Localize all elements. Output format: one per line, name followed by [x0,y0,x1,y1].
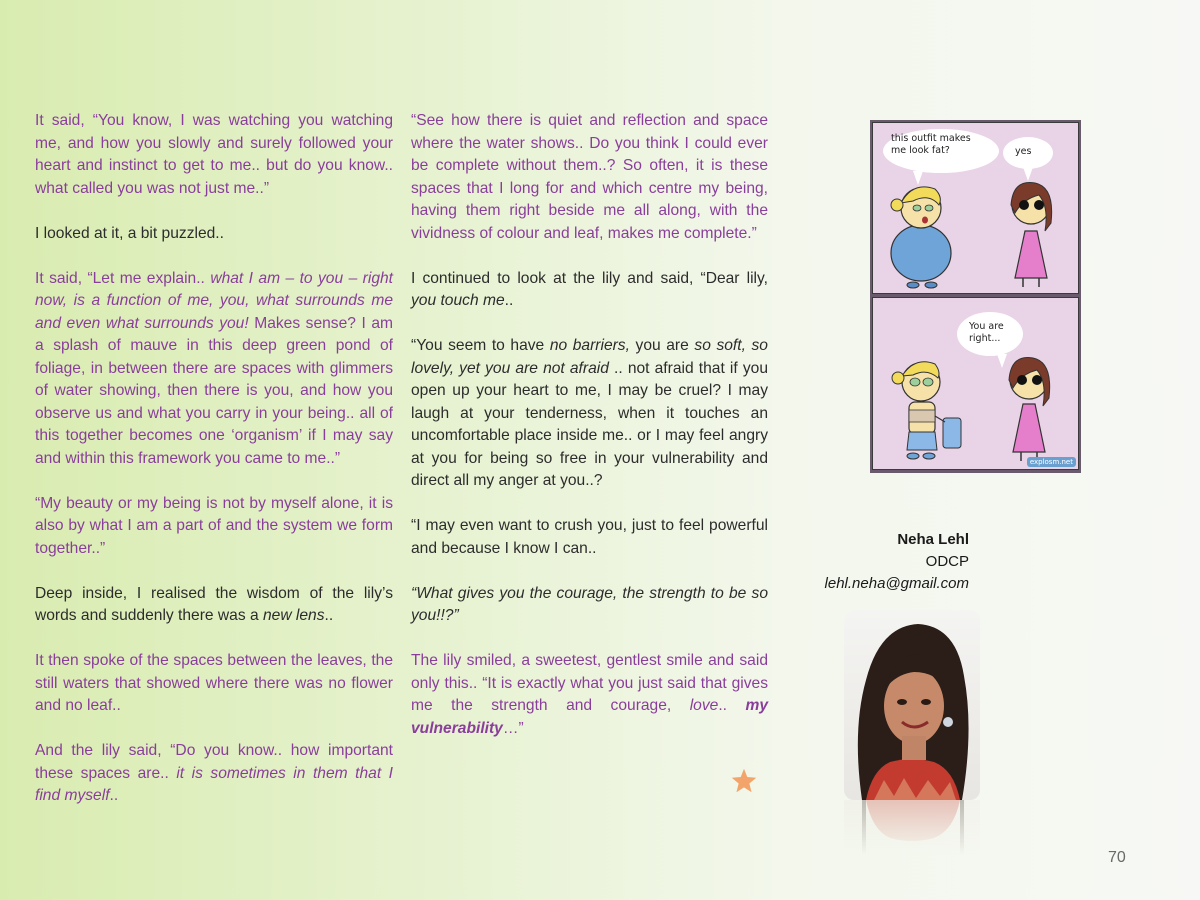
text-run: you touch me [411,292,505,309]
author-photo-reflection [844,800,980,855]
paragraph [411,650,768,740]
comic-strip [870,120,1081,473]
text-column-right [411,110,768,763]
comic-watermark: explosm.net [1027,457,1076,467]
text-run: .. [504,292,514,309]
text-run: “You seem to have [411,337,550,354]
text-run: I looked at it, a bit puzzled.. [35,224,224,242]
text-run: I continued to look at the lily and said, “Dear lily, [411,269,768,287]
text-run: .. [718,697,746,714]
text-run: my vulnerability [411,697,768,737]
text-run: And the lily said, “Do you know.. how important these spaces are.. [35,742,393,782]
paragraph [35,493,393,561]
paragraph [411,515,768,560]
text-run: no barriers, [549,337,630,354]
text-run: new lens [262,607,325,624]
paragraph [411,583,768,628]
bubble-tail [1023,167,1033,181]
text-run: “See how there is quiet and reflection and space where the water shows.. Do you think I could ever be complete without them..? So often, it is these spaces that I long for and which centre my being, having them right beside me all along, with the vividness of colour and leaf, makes me complete.” [411,112,768,242]
bubble-line: You are [969,321,1004,332]
bubble-tail [913,171,923,185]
text-run: It then spoke of the spaces between the leaves, the still waters that showed where there was no flower and no leaf.. [35,652,393,714]
bubble-tail [997,354,1007,368]
star-icon [730,767,758,795]
text-column-left [35,110,393,830]
comic-panel-1 [872,122,1079,294]
text-run: “I may even want to crush you, just to feel powerful and because I know I can.. [411,517,768,557]
author-affiliation: ODCP [925,553,969,570]
text-run: “What gives you the courage, the strength to be so you!!?” [411,584,768,624]
text-run: it is sometimes in them that I find myself [35,764,393,804]
bubble-line: this outfit makes [891,133,971,144]
text-run: Deep inside, I realised the wisdom of the lily’s words and suddenly there was a [35,584,393,624]
speech-bubble-left [883,129,999,173]
bubble-line: yes [1015,146,1032,157]
text-run: .. [324,607,334,624]
text-run: The lily smiled, a sweetest, gentlest smile and said only this.. “It is exactly what you just said that gives me the strength and courage, [411,652,768,714]
author-email[interactable]: lehl.neha@gmail.com [824,575,969,592]
paragraph [35,268,393,471]
reflection-image [844,800,980,855]
text-run: what I am – to you – right now, is a function of me, you, what surrounds me and even what surrounds you! [35,269,393,332]
text-run: you are [629,337,695,354]
author-photo [844,610,980,800]
author-photo-image [844,610,980,800]
text-run: love [689,697,719,714]
paragraph [411,268,768,313]
speech-bubble-right [1003,137,1053,169]
paragraph [411,110,768,245]
paragraph [35,110,393,200]
page-number: 70 [1108,849,1126,866]
paragraph [411,335,768,493]
author-name: Neha Lehl [897,531,969,548]
text-run: It said, “You know, I was watching you watching me, and how you slowly and surely followed your heart and instinct to get to me.. but do you know.. what called you was not just me..” [35,112,393,197]
text-run: Makes sense? I am a splash of mauve in this deep green pond of foliage, in between there are spaces with glimmers of water showing, then there is you, and how you observe us and what you carry in your being.. all of this together becomes one ‘organism’ if I may say and within this framework you came to me..” [35,314,393,467]
paragraph [35,223,393,246]
text-run: .. [109,787,119,804]
bubble-line: right... [969,333,1001,344]
bubble-line: me look fat? [891,145,950,156]
comic-panel-2 [872,297,1079,470]
paragraph [35,650,393,718]
author-credit [825,529,969,595]
text-run: “My beauty or my being is not by myself alone, it is also by what I am a part of and the system we form together..” [35,494,393,557]
text-run: …” [502,719,524,737]
speech-bubble [957,312,1023,356]
paragraph [35,583,393,628]
text-run: It said, “Let me explain.. [35,269,211,287]
paragraph [35,740,393,808]
text-run: so soft, so lovely, yet you are not afraid [411,337,768,377]
text-run: .. not afraid that if you open up your heart to me, I may be cruel? I may laugh at your tenderness, when it touches an uncomfortable place inside me.. or I may feel angry at you for being so free in your vulnerability and direct all my anger at you..? [411,359,768,489]
